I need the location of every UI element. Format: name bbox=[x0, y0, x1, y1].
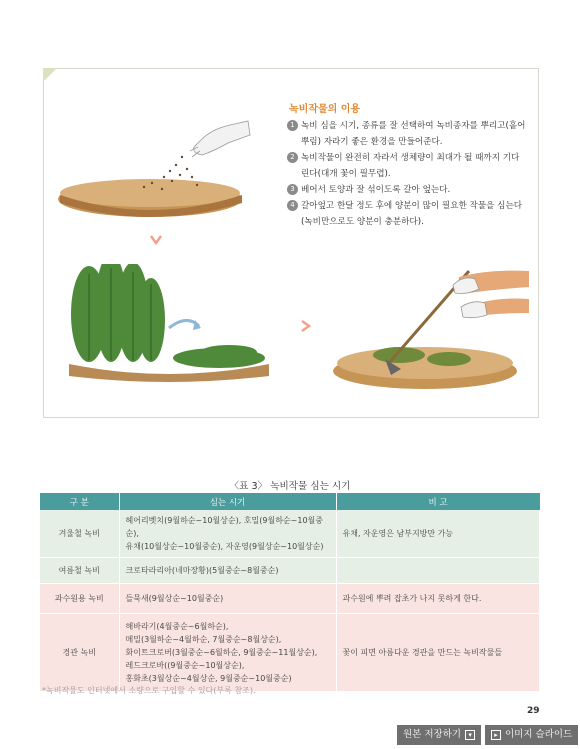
table-row bbox=[40, 510, 540, 558]
step-number-badge: 3 bbox=[287, 184, 298, 195]
corner-fold bbox=[43, 68, 57, 82]
list-item bbox=[287, 150, 527, 182]
page-number: 29 bbox=[527, 706, 540, 716]
table-caption: 〈표 3〉 녹비작물 심는 시기 bbox=[229, 481, 351, 492]
save-original-button[interactable] bbox=[397, 725, 481, 745]
period-cell bbox=[119, 510, 336, 558]
category-cell: 경관 녹비 bbox=[40, 614, 119, 692]
step-text: 갈아엎고 한달 정도 후에 양분이 많이 필요한 작물을 심는다(녹비만으로도 양분이 충분하다). bbox=[301, 201, 523, 227]
growing-plants-illustration bbox=[59, 264, 274, 384]
period-line: 메밀(3월하순~4월하순, 7월중순~8월상순), bbox=[125, 635, 282, 644]
arrow-right-icon bbox=[299, 319, 313, 333]
period-line: 화이트크로버(3월중순~6월하순, 9월중순~11월상순), bbox=[125, 648, 318, 657]
figure-title: 녹비작물의 이용 bbox=[289, 104, 361, 115]
sowing-illustration bbox=[52, 117, 252, 229]
period-line: 홍화초(3월상순~4월상순, 9월중순~10월중순) bbox=[125, 674, 292, 683]
steps-list bbox=[287, 118, 527, 230]
note-cell: 꽃이 피면 아름다운 경관을 만드는 녹비작물들 bbox=[336, 614, 540, 692]
period-line: 들묵새(9월상순~10월중순) bbox=[125, 594, 224, 603]
list-item bbox=[287, 198, 527, 230]
table-row bbox=[40, 584, 540, 614]
image-slide-button[interactable] bbox=[485, 725, 578, 745]
period-line: 해바라기(4월중순~6월하순), bbox=[125, 622, 229, 631]
step-number-badge: 2 bbox=[287, 152, 298, 163]
footnote: *녹비작물도 인터넷에서 소량으로 구입할 수 있다(부록 참조). bbox=[42, 686, 256, 695]
list-item bbox=[287, 118, 527, 150]
table-header-row bbox=[40, 493, 540, 510]
step-number-badge: 1 bbox=[287, 120, 298, 131]
period-line: 헤어리벳치(9월하순~10월상순), 호밀(9월하순~10월중순), bbox=[125, 516, 323, 538]
note-cell bbox=[336, 558, 540, 584]
period-line: 크로타라리아(네마장황)(5월중순~8월중순) bbox=[125, 566, 279, 575]
category-cell: 겨울철 녹비 bbox=[40, 510, 119, 558]
step-number-badge: 4 bbox=[287, 200, 298, 211]
period-line: 유채(10월상순~10월중순), 자운영(9월상순~10월상순) bbox=[125, 542, 324, 551]
header-period: 심는 시기 bbox=[119, 493, 336, 510]
step-text: 녹비작물이 완전히 자라서 생체량이 최대가 될 때까지 기다린다(대개 꽃이 필무렵). bbox=[301, 153, 520, 179]
step-text: 녹비 심을 시기, 종류를 잘 선택하여 녹비종자를 뿌리고(흩어뿌림) 자라기 좋은 환경을 만들어준다. bbox=[301, 121, 526, 147]
note-cell: 과수원에 뿌려 잡초가 나지 못하게 한다. bbox=[336, 584, 540, 614]
planting-table bbox=[40, 493, 540, 692]
save-original-label: 원본 저장하기 bbox=[403, 729, 462, 740]
header-category: 구 분 bbox=[40, 493, 119, 510]
plowing-illustration bbox=[329, 259, 534, 394]
period-cell bbox=[119, 558, 336, 584]
header-note: 비 고 bbox=[336, 493, 540, 510]
table-row bbox=[40, 558, 540, 584]
period-line: 레드크로바((9월중순~10월상순), bbox=[125, 661, 245, 670]
image-slide-label: 이미지 슬라이드 bbox=[505, 729, 573, 740]
slideshow-icon: ▸ bbox=[491, 730, 501, 740]
table-row bbox=[40, 614, 540, 692]
period-cell bbox=[119, 584, 336, 614]
period-cell bbox=[119, 614, 336, 692]
category-cell: 과수원용 녹비 bbox=[40, 584, 119, 614]
arrow-down-icon bbox=[149, 234, 163, 246]
list-item bbox=[287, 182, 527, 198]
step-text: 베어서 토양과 잘 섞이도록 갈아 엎는다. bbox=[301, 185, 451, 195]
category-cell: 여름철 녹비 bbox=[40, 558, 119, 584]
figure-box bbox=[43, 68, 539, 418]
note-cell: 유채, 자운영은 남부지방만 가능 bbox=[336, 510, 540, 558]
download-icon: ▾ bbox=[465, 730, 475, 740]
